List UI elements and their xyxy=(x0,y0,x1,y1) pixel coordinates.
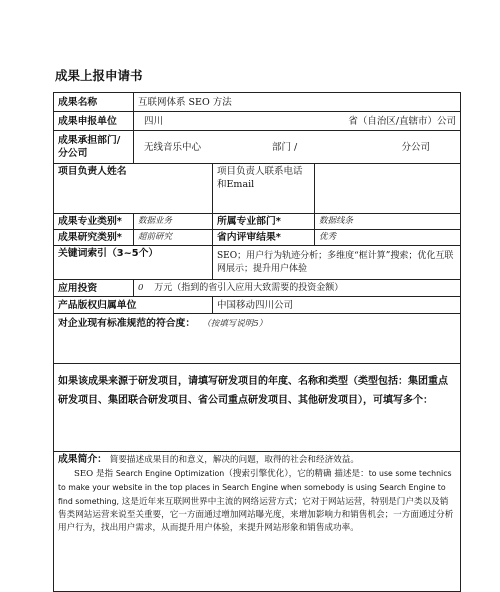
summary-text-b: Search Engine Optimization xyxy=(115,469,225,478)
department-value[interactable] xyxy=(134,131,461,164)
review-result-value[interactable]: 优秀 xyxy=(315,230,461,246)
project-contact-label: 项目负责人联系电话和Email xyxy=(213,164,315,214)
research-type-label: 成果研究类别* xyxy=(54,230,134,246)
application-form-table xyxy=(53,92,461,592)
summary-label: 成果简介： xyxy=(58,454,107,465)
category-value[interactable]: 数据业务 xyxy=(134,214,213,230)
row-summary xyxy=(54,452,461,592)
investment-note: 万元（指到的省引入应用大致需要的投资金额） xyxy=(154,282,344,293)
ownership-label: 产品版权归属单位 xyxy=(54,297,213,314)
ownership-value[interactable]: 中国移动四川公司 xyxy=(213,297,461,314)
row-investment xyxy=(54,280,461,297)
row-reporting-unit xyxy=(54,112,461,131)
summary-text-e: 这是近年来互联网世界中主流的网络运营方式；它对于网站运营，特别是门户类以及销售类网站运营来说至关重要，它一方面通过增加网站曝光度，来增加影响力和销售机会；一方面通过分析用户行为，找出用户需求，从而提升用户体验，来提升网站形象和销售成功率。 xyxy=(58,497,454,533)
row-project-leader xyxy=(54,164,461,214)
row-research-type xyxy=(54,230,461,246)
research-type-value[interactable]: 超前研究 xyxy=(134,230,213,246)
row-source-project xyxy=(54,364,461,452)
review-result-label: 省内评审结果* xyxy=(213,230,315,246)
row-keywords xyxy=(54,246,461,280)
reporting-unit-label: 成果申报单位 xyxy=(54,112,134,131)
summary-text-d: to use some technics to make your website in the top places in Search Engine when somebody is using Search Engine to find something, xyxy=(58,469,452,506)
keywords-label: 关键词索引（3~5个） xyxy=(54,246,213,280)
keywords-value[interactable]: SEO；用户行为轨迹分析；多维度“框计算”搜索；优化互联网展示；提升用户体验 xyxy=(213,246,461,280)
summary-cell[interactable] xyxy=(54,452,461,592)
standards-label: 对企业现有标准规范的符合度： xyxy=(58,318,196,329)
department-label: 成果承担部门/分公司 xyxy=(54,131,134,164)
investment-label: 应用投资 xyxy=(54,280,134,297)
source-project-text[interactable]: 如果该成果来源于研发项目，请填写研发项目的年度、名称和类型（类型包括：集团重点研发项目、集团联合研发项目、省公司重点研发项目、其他研发项目），可填写多个： xyxy=(54,364,461,452)
investment-amount: 0 xyxy=(138,282,144,293)
row-ownership xyxy=(54,297,461,314)
achievement-name-value[interactable]: 互联网体系 SEO 方法 xyxy=(134,93,461,112)
dept-value[interactable]: 数据线条 xyxy=(315,214,461,230)
reporting-unit-value[interactable] xyxy=(134,112,461,131)
standards-cell[interactable] xyxy=(54,314,461,364)
summary-text-c: （搜索引擎优化），它的精确 描述是： xyxy=(224,469,369,479)
project-contact-value[interactable] xyxy=(315,164,461,214)
summary-paragraph xyxy=(58,467,456,535)
department-part: 部门 / xyxy=(272,141,298,153)
row-category xyxy=(54,214,461,230)
province-value: 四川 xyxy=(144,115,164,127)
achievement-name-label: 成果名称 xyxy=(54,93,134,112)
row-achievement-name xyxy=(54,93,461,112)
project-leader-label: 项目负责人姓名 xyxy=(54,164,213,214)
standards-hint: （按填写说明5） xyxy=(202,319,268,329)
row-standards xyxy=(54,314,461,364)
page-title: 成果上报申请书 xyxy=(55,68,143,83)
dept-label: 所属专业部门* xyxy=(213,214,315,230)
summary-text-a: SEO 是指 xyxy=(74,469,116,479)
department-center: 无线音乐中心 xyxy=(144,141,202,153)
summary-hint: 简要描述成果目的和意义，解决的问题，取得的社会和经济效益。 xyxy=(109,455,359,465)
province-suffix: 省（自治区/直辖市）公司 xyxy=(348,115,457,127)
row-department xyxy=(54,131,461,164)
investment-value[interactable] xyxy=(134,280,461,297)
category-label: 成果专业类别* xyxy=(54,214,134,230)
branch-part: 分公司 xyxy=(401,141,431,153)
